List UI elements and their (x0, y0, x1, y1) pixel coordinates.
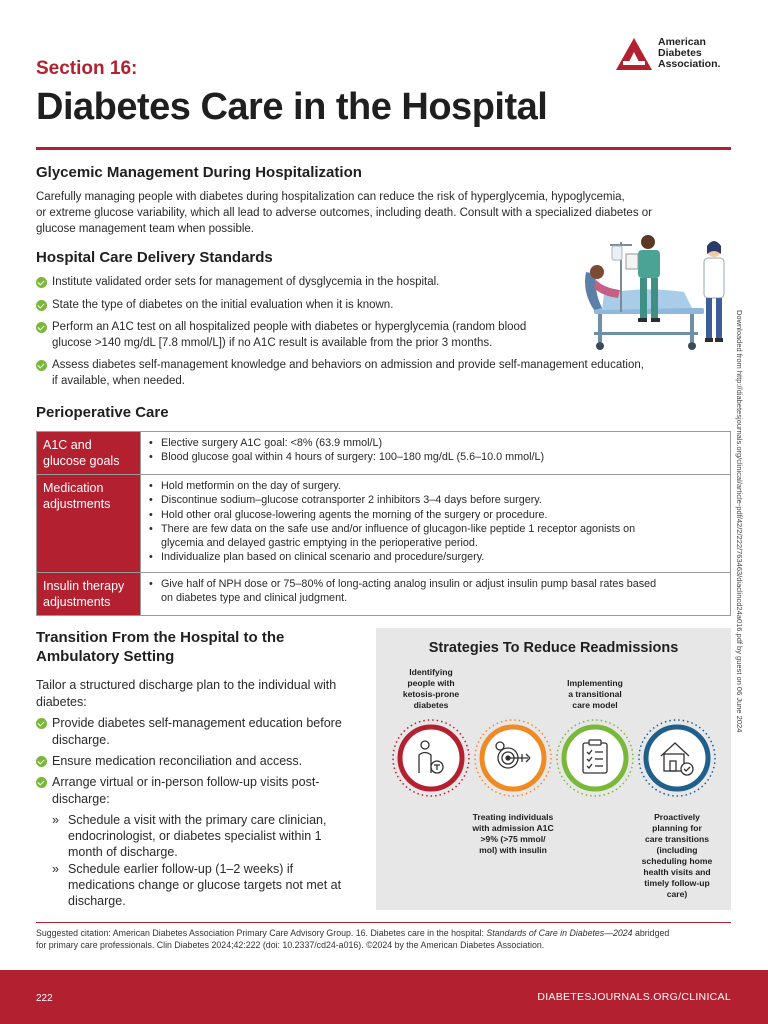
label-line: with admission A1C (472, 823, 554, 833)
row-label (37, 475, 141, 573)
sub-line: Schedule earlier follow-up (1–2 weeks) if (68, 862, 294, 876)
label-line: adjustments (43, 497, 111, 511)
bullet-item (147, 577, 724, 606)
label-line: a transitional (568, 689, 622, 699)
logo-line: Diabetes (658, 47, 702, 59)
strategy-label-1 (391, 667, 471, 711)
periop-table (36, 431, 731, 616)
bullet-line: • Discontinue sodium–glucose cotransporter 2 inhibitors 3–4 days before surgery. (161, 494, 542, 507)
label-line: Insulin therapy (43, 579, 125, 593)
label-line: people with (407, 678, 455, 688)
paragraph-line: glucose management team when possible. (36, 223, 254, 235)
intro-line: Tailor a structured discharge plan to the individual with (36, 678, 337, 692)
list-item (36, 358, 706, 389)
item-line: Ensure medication reconciliation and access. (52, 754, 303, 768)
check-circle-icon (36, 360, 47, 371)
footer-bar (0, 970, 768, 1024)
sub-line: Schedule a visit with the primary care clinician, (68, 813, 327, 827)
sub-line: endocrinologist, or diabetes specialist within 1 (68, 829, 322, 843)
sub-line: discharge. (68, 894, 126, 908)
list-item (36, 774, 366, 909)
intro-line: diabetes: (36, 695, 87, 709)
label-line: A1C and (43, 438, 92, 452)
label-line: Implementing (567, 678, 623, 688)
row-label (37, 573, 141, 616)
label-line: adjustments (43, 595, 111, 609)
strategies-panel (376, 628, 731, 910)
label-line: Proactively (654, 812, 700, 822)
item-line: State the type of diabetes on the initial evaluation when it is known. (52, 298, 394, 311)
paragraph-line: Carefully managing people with diabetes during hospitalization can reduce the risk of hyperglycemia, hypoglycemia, (36, 191, 625, 203)
label-line: care) (666, 889, 688, 899)
sub-item (52, 812, 366, 860)
bullet-line: • Elective surgery A1C goal: <8% (63.9 mmol/L) (161, 437, 383, 449)
bullet-line: • Hold metformin on the day of surgery. (161, 480, 341, 492)
label-line: >9% (>75 mmol/ (480, 834, 546, 844)
citation-prefix: Suggested citation: American Diabetes Association Primary Care Advisory Group. 16. Diabetes care in the hospital: (36, 928, 487, 938)
check-circle-icon (36, 718, 47, 729)
strategy-label-2 (463, 812, 563, 856)
strategy-circle-4 (639, 720, 715, 796)
bullet-item (147, 522, 724, 551)
transition-heading (36, 628, 336, 666)
sub-list (52, 812, 366, 909)
standards-heading: Hospital Care Delivery Standards (36, 249, 273, 266)
list-item (36, 753, 366, 770)
page-title: Diabetes Care in the Hospital (36, 86, 548, 128)
bullet-item (147, 508, 724, 522)
bullet-line: on diabetes type and clinical judgment. (161, 592, 348, 605)
check-circle-icon (36, 277, 47, 288)
strategies-title: Strategies To Reduce Readmissions (428, 640, 679, 656)
paragraph-line: or extreme glucose variability, which all lead to adverse outcomes, including death. Consult with a specialized diabetes or (36, 207, 653, 219)
citation-suffix: abridged (632, 928, 670, 938)
glycemic-heading: Glycemic Management During Hospitalization (36, 164, 362, 181)
title-divider (36, 147, 731, 150)
item-line: glucose >140 mg/dL [7.8 mmol/L]) if no A1C result is available from the prior 3 months. (52, 336, 493, 349)
item-line: Institute validated order sets for management of dysglycemia in the hospital. (52, 276, 440, 288)
download-note: Downloaded from http://diabetesjournals.org/clinical/article-pdf/42/2/222/763463/diaclincd24a016.pdf by guest on 06 June 2024 (735, 310, 744, 733)
ada-triangle-icon (614, 36, 654, 72)
bullet-line: • Individualize plan based on clinical scenario and procedure/surgery. (161, 551, 485, 564)
row-content (141, 573, 731, 616)
check-circle-icon (36, 300, 47, 311)
table-row (37, 573, 731, 616)
hospital-bed-illustration (580, 232, 730, 356)
label-line: mol) with insulin (479, 845, 547, 855)
label-line: care transitions (645, 834, 709, 844)
strategy-label-3 (545, 678, 645, 711)
heading-line: Ambulatory Setting (36, 648, 175, 665)
label-line: planning for (652, 823, 702, 833)
bullet-line: • There are few data on the safe use and/or influence of glucagon-like peptide 1 receptor agonists on (161, 522, 636, 535)
label-line: health visits and (643, 867, 711, 877)
bullet-line: • Hold other oral glucose-lowering agents the morning of the surgery or procedure. (161, 508, 548, 521)
chevron-marker: » (52, 813, 59, 827)
sub-line: medications change or glucose targets not met at (68, 878, 342, 892)
citation (36, 928, 736, 951)
citation-line-1 (36, 928, 736, 940)
row-label (37, 432, 141, 475)
bullet-item (147, 450, 724, 464)
label-line: Treating individuals (472, 812, 554, 822)
chevron-marker: » (52, 862, 59, 876)
ada-logo-text (658, 37, 720, 70)
label-line: care model (572, 700, 618, 710)
label-line: glucose goals (43, 454, 120, 468)
item-line: Perform an A1C test on all hospitalized people with diabetes or hyperglycemia (random blood (52, 321, 527, 333)
bullet-item (147, 493, 724, 507)
label-line: scheduling home (641, 856, 713, 866)
citation-divider (36, 922, 731, 923)
bullet-item (147, 436, 724, 450)
list-item (36, 715, 366, 749)
item-line: Arrange virtual or in-person follow-up visits post- (52, 775, 320, 789)
heading-line: Transition From the Hospital to the (36, 629, 285, 646)
label-line: diabetes (413, 700, 449, 710)
sub-line: month of discharge. (68, 845, 178, 859)
ada-logo (614, 36, 738, 72)
item-line: Provide diabetes self-management education before (52, 716, 342, 730)
bullet-line: glycemia and delayed gastric emptying in the perioperative period. (161, 537, 478, 550)
periop-heading: Perioperative Care (36, 404, 169, 421)
label-line: Medication (43, 481, 104, 495)
row-content (141, 432, 731, 475)
logo-line: Association. (658, 58, 721, 70)
citation-line-2: for primary care professionals. Clin Diabetes 2024;42:222 (doi: 10.2337/cd24-a016). ©2024 by the American Diabetes Association. (36, 939, 545, 950)
bullet-item (147, 550, 724, 564)
check-circle-icon (36, 756, 47, 767)
logo-line: American (658, 36, 706, 48)
table-row (37, 432, 731, 475)
sub-item (52, 861, 366, 909)
strategy-circle-3 (557, 720, 633, 796)
item-line: discharge: (52, 792, 110, 806)
footer-url-link[interactable]: DIABETESJOURNALS.ORG/CLINICAL (537, 991, 731, 1003)
item-line: if available, when needed. (52, 374, 185, 387)
label-line: (including (656, 845, 698, 855)
transition-list (36, 715, 366, 909)
item-line: Assess diabetes self-management knowledge and behaviors on admission and provide self-management education, (52, 359, 644, 371)
bullet-line: • Blood glucose goal within 4 hours of surgery: 100–180 mg/dL (5.6–10.0 mmol/L) (161, 451, 545, 464)
item-line: discharge. (52, 733, 110, 747)
check-circle-icon (36, 777, 47, 788)
check-circle-icon (36, 322, 47, 333)
bullet-line: • Give half of NPH dose or 75–80% of long-acting analog insulin or adjust insulin pump basal rates based (161, 578, 657, 590)
section-label: Section 16: (36, 58, 138, 79)
label-line: ketosis-prone (402, 689, 460, 699)
strategy-label-4 (632, 812, 722, 900)
page-number: 222 (36, 993, 53, 1004)
label-line: timely follow-up (644, 878, 710, 888)
transition-intro (36, 677, 366, 711)
table-row (37, 475, 731, 573)
citation-italic: Standards of Care in Diabetes—2024 (486, 928, 633, 938)
bullet-item (147, 479, 724, 493)
glycemic-paragraph (36, 189, 736, 237)
label-line: Identifying (409, 667, 453, 677)
row-content (141, 475, 731, 573)
